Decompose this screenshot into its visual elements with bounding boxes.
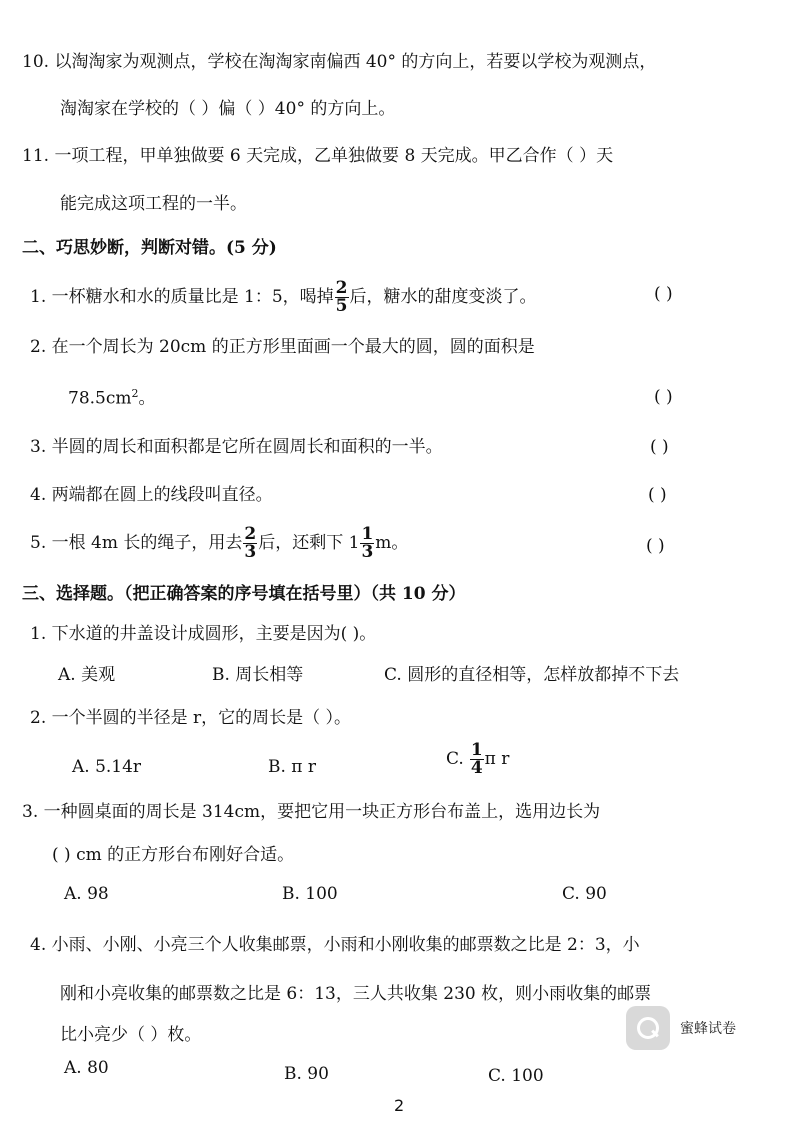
section-choice-heading: 三、选择题。（把正确答案的序号填在括号里）（共 10 分） bbox=[22, 584, 466, 604]
choice-q4-line3: 比小亮少（ ）枚。 bbox=[60, 1025, 202, 1045]
judge-q2-line2 bbox=[68, 387, 156, 409]
watermark-text: 蜜蜂试卷 bbox=[680, 1021, 736, 1037]
choice-q4-line1: 4. 小雨、小刚、小亮三个人收集邮票，小雨和小刚收集的邮票数之比是 2：3，小 bbox=[30, 935, 640, 955]
judge-q5 bbox=[30, 526, 408, 561]
frac-num: 2 bbox=[244, 524, 257, 544]
choice-q4-option-c[interactable]: C. 100 bbox=[488, 1066, 544, 1086]
judge-q1-answer[interactable]: ( ) bbox=[654, 284, 673, 304]
choice-q2-option-a[interactable]: A. 5.14r bbox=[72, 757, 142, 777]
choice-q1-option-c[interactable]: C. 圆形的直径相等，怎样放都掉不下去 bbox=[384, 665, 680, 685]
choice-q2-option-c[interactable] bbox=[446, 742, 509, 777]
judge-q4: 4. 两端都在圆上的线段叫直径。 bbox=[30, 485, 273, 505]
judge-q3: 3. 半圆的周长和面积都是它所在圆周长和面积的一半。 bbox=[30, 437, 443, 457]
choice-q1-option-b[interactable]: B. 周长相等 bbox=[212, 665, 304, 685]
option-c-label: C. bbox=[446, 749, 464, 769]
choice-q4-option-b[interactable]: B. 90 bbox=[284, 1064, 329, 1084]
q-logo-icon bbox=[626, 1006, 670, 1050]
judge-q2-end: 。 bbox=[138, 388, 156, 409]
frac-num: 1 bbox=[361, 524, 374, 544]
q10-line1: 10. 以淘淘家为观测点，学校在淘淘家南偏西 40° 的方向上，若要以学校为观测点， bbox=[22, 52, 657, 72]
judge-q1-post: 后，糖水的甜度变淡了。 bbox=[349, 287, 537, 307]
judge-q1-pre: 1. 一杯糖水和水的质量比是 1：5，喝掉 bbox=[30, 287, 334, 307]
judge-q5-post: m。 bbox=[375, 533, 409, 553]
judge-q2-line1: 2. 在一个周长为 20cm 的正方形里面画一个最大的圆，圆的面积是 bbox=[30, 337, 535, 357]
q11-line2: 能完成这项工程的一半。 bbox=[60, 194, 247, 214]
judge-q5-answer[interactable]: ( ) bbox=[646, 536, 665, 556]
choice-q2-option-b[interactable]: B. π r bbox=[268, 757, 317, 777]
judge-q4-answer[interactable]: ( ) bbox=[648, 485, 667, 505]
judge-q1 bbox=[30, 280, 537, 315]
judge-q5-mid: 后，还剩下 1 bbox=[258, 533, 360, 553]
choice-q3-option-b[interactable]: B. 100 bbox=[282, 884, 338, 904]
section-judge-heading: 二、巧思妙断，判断对错。(5 分) bbox=[22, 238, 277, 258]
page-number: 2 bbox=[394, 1096, 405, 1115]
choice-q1-option-a[interactable]: A. 美观 bbox=[58, 665, 116, 685]
choice-q3-option-a[interactable]: A. 98 bbox=[64, 884, 109, 904]
frac-den: 3 bbox=[244, 542, 257, 562]
option-c-text: π r bbox=[484, 749, 510, 769]
choice-q3-option-c[interactable]: C. 90 bbox=[562, 884, 607, 904]
fraction-2-5 bbox=[335, 280, 349, 315]
judge-q2-value: 78.5cm bbox=[68, 388, 132, 409]
fraction-1-4 bbox=[470, 742, 484, 777]
choice-q4-option-a[interactable]: A. 80 bbox=[64, 1058, 109, 1078]
q11-line1: 11. 一项工程，甲单独做要 6 天完成，乙单独做要 8 天完成。甲乙合作（ ）天 bbox=[22, 146, 614, 166]
judge-q2-answer[interactable]: ( ) bbox=[654, 387, 673, 407]
frac-num: 1 bbox=[470, 740, 483, 760]
frac-den: 5 bbox=[335, 296, 348, 316]
q10-line2: 淘淘家在学校的（ ）偏（ ）40° 的方向上。 bbox=[60, 99, 396, 119]
choice-q2: 2. 一个半圆的半径是 r，它的周长是（ ）。 bbox=[30, 708, 352, 728]
frac-den: 4 bbox=[470, 758, 483, 778]
choice-q1: 1. 下水道的井盖设计成圆形，主要是因为( )。 bbox=[30, 624, 377, 644]
choice-q3-line1: 3. 一种圆桌面的周长是 314cm，要把它用一块正方形台布盖上，选用边长为 bbox=[22, 802, 601, 822]
judge-q2-sup: 2 bbox=[131, 387, 139, 400]
frac-num: 2 bbox=[335, 278, 348, 298]
fraction-2-3 bbox=[243, 526, 257, 561]
fraction-1-3 bbox=[360, 526, 374, 561]
judge-q5-pre: 5. 一根 4m 长的绳子，用去 bbox=[30, 533, 243, 553]
choice-q4-line2: 刚和小亮收集的邮票数之比是 6：13，三人共收集 230 枚，则小雨收集的邮票 bbox=[60, 984, 652, 1004]
judge-q3-answer[interactable]: ( ) bbox=[650, 437, 669, 457]
frac-den: 3 bbox=[361, 542, 374, 562]
choice-q3-line2: ( ) cm 的正方形台布刚好合适。 bbox=[52, 845, 295, 865]
